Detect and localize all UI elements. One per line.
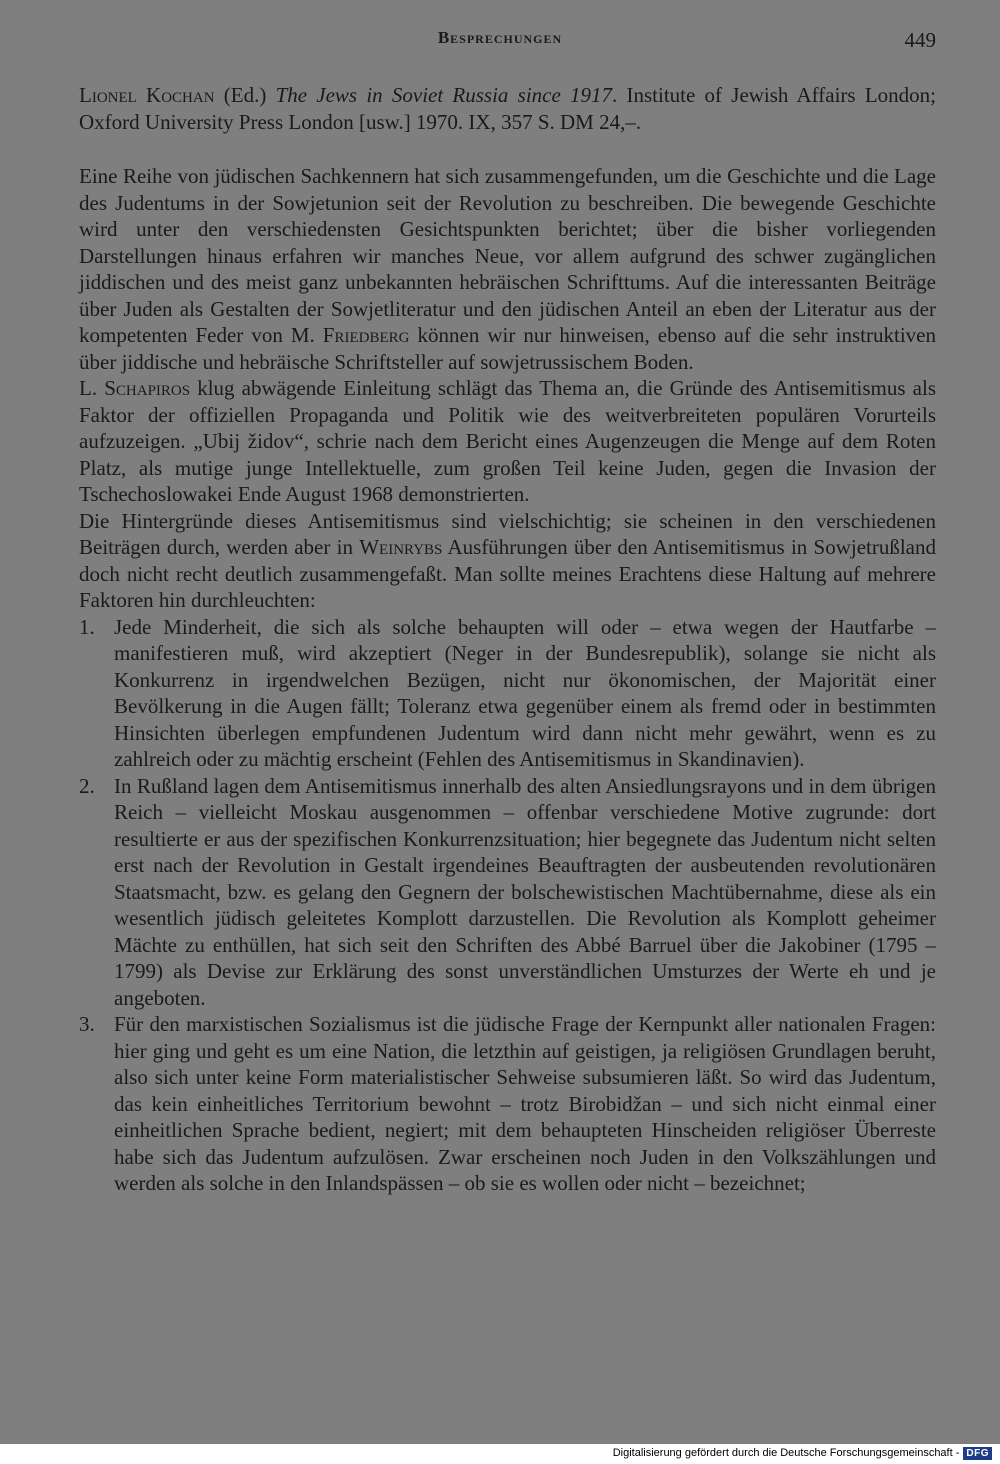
author-name-weinryb: Weinrybs [359,535,443,559]
page-number: 449 [904,28,936,52]
list-item-number: 2. [79,773,95,798]
citation-author: Lionel Kochan [79,83,215,107]
paragraph-2-text-a: L. [79,376,105,400]
list-item-number: 1. [79,614,95,639]
list-item [79,773,936,1012]
citation-publication-info: . Institute of Jewish Affairs London; Oxford University Press London [usw.] 1970. IX, 357 S. DM 24,–. [79,83,936,134]
paragraph-1-text-b: können wir nur hinweisen, ebenso auf die sehr instruktiven über jiddische und hebräische Schriftsteller auf sowjetrussischem Boden. [79,323,936,374]
bibliographic-citation [79,82,936,135]
paragraph-2 [79,375,936,508]
paragraph-3-text-a: Die Hintergründe dieses Antisemitismus sind vielschichtig; sie scheinen in den verschiedenen Beiträgen durch, werden aber in [79,508,936,559]
author-name-friedberg: Friedberg [322,323,410,347]
paragraph-3-text-b: Ausführungen über den Antisemitismus in Sowjetrußland doch nicht recht deutlich zusammengefaßt. Man sollte meines Erachtens diese Haltung auf mehrere Faktoren hin durchleuchten: [79,535,937,612]
author-name-schapiro: Schapiros [104,376,191,400]
paragraph-3 [79,508,936,614]
list-item-text: Für den marxistischen Sozialismus ist die jüdische Frage der Kernpunkt aller nationalen Fragen: hier ging und geht es um eine Nation, die letzthin auf geistigen, ja religiösen Grundlagen beruht, also sich unter keine Form materialistischer Sehweise subsumieren läßt. So wird das Judentum, das kein einheitliches Territorium bewohnt – trotz Birobidžan – und sich nicht einmal einer einheitlichen Sprache bedient, negiert; mit dem behaupteten Hinscheiden religiöser Überreste habe sich das Judentum aufzulösen. Zwar erscheinen noch Juden in den Volkszählungen und werden als solche in den Inlandspässen – ob sie es wollen oder nicht – bezeichnet; [114,1012,936,1195]
paragraph-1-text-a: Eine Reihe von jüdischen Sachkennern hat sich zusammengefunden, um die Geschichte und die Lage des Judentums in der Sowjetunion seit der Revolution zu beschreiben. Die bewegende Geschichte wird unter den verschiedensten Gesichtspunkten berichtet; über die bisher vorliegenden Darstellungen hinaus erfahren wir manches Neue, vor allem aufgrund des schwer zugänglichen jiddischen und des meist ganz unbekannten hebräischen Schrifttums. Auf die interessanten Beiträge über Juden als Gestalten der Sowjetliteratur und den jüdischen Anteil an eben der Literatur aus der kompetenten Feder von M. [79,164,936,347]
citation-editor-mark: (Ed.) [214,83,276,107]
list-item [79,1011,936,1197]
list-item-text: Jede Minderheit, die sich als solche behaupten will oder – etwa wegen der Hautfarbe – manifestieren muß, wird akzeptiert (Neger in der Bundesrepublik), solange sie nicht als Konkurrenz in irgendwelchen Bezügen, nicht nur ökonomischen, der Majorität einer Bevölkerung in die Augen fällt; Toleranz etwa gegenüber einem als fremd oder in bestimmten Hinsichten überlegen empfundenen Judentum wird dann nicht mehr gewährt, wenn es zu zahlreich oder zu mächtig erscheint (Fehlen des Antisemitismus in Skandinavien). [114,614,936,771]
footer-credit-text: Digitalisierung gefördert durch die Deutsche Forschungsgemeinschaft - [612,1447,960,1459]
citation-book-title: The Jews in Soviet Russia since 1917 [275,83,613,107]
running-head [0,28,1000,58]
dfg-logo: DFG [963,1447,992,1460]
paragraph-1 [79,163,936,375]
running-head-title: Besprechungen [437,28,563,47]
review-text [79,82,936,1197]
list-item-number: 3. [79,1012,95,1036]
list-item-text: In Rußland lagen dem Antisemitismus innerhalb des alten Ansiedlungsrayons und in dem übrigen Reich – vielleicht Moskau ausgenommen – offenbar verschiedene Motive zugrunde: dort resultierte er aus der spezifischen Konkurrenzsituation; hier begegnete das Judentum nicht selten erst nach der Revolution in Gestalt irgendeines Beauftragten der ausbeutenden revolutionären Staatsmacht, bzw. es gelang den Gegnern der bolschewistischen Machtübernahme, diese als ein wesentlich jüdisch geleitetes Komplott darzustellen. Die Revolution als Komplott geheimer Mächte zu enthüllen, hat sich seit den Schriften des Abbé Barruel über die Jakobiner (1795 – 1799) als Devise zur Erklärung des sonst unverständlichen Umsturzes der Werte eh und je angeboten. [114,773,936,1010]
factor-list [79,614,936,1197]
paragraph-2-text-b: klug abwägende Einleitung schlägt das Thema an, die Gründe des Antisemitismus als Faktor der offiziellen Propaganda und Politik wie des weitverbreiteten populären Vorurteils aufzuzeigen. „Ubij židov“, schrie nach dem Bericht eines Augenzeugen die Menge auf dem Roten Platz, als mutige junge Intellektuelle, zum großen Teil keine Juden, gegen die Invasion der Tschechoslowakei Ende August 1968 demonstrierten. [79,376,937,506]
digitization-footer [613,1444,992,1462]
list-item [79,614,936,773]
